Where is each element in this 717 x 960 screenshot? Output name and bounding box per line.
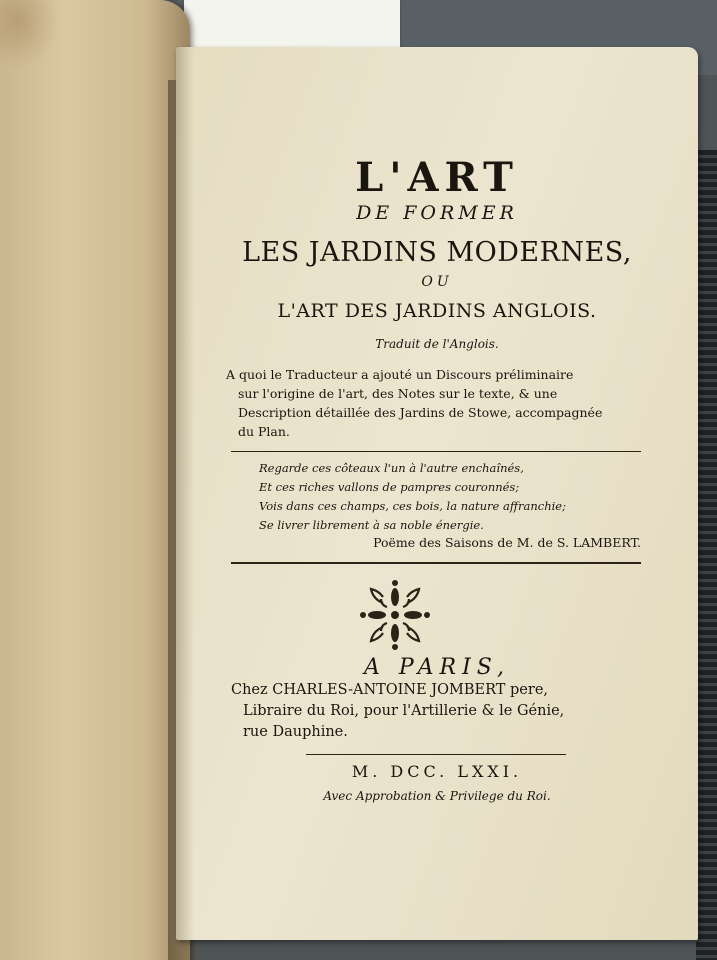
description-line: Description détaillée des Jardins de Stowe, accompagnée (238, 405, 603, 420)
divider-rule (306, 754, 566, 755)
divider-rule (231, 562, 641, 564)
title-page (176, 47, 698, 940)
epigraph-line: Se livrer librement à sa noble énergie. (259, 518, 484, 532)
book-spines (696, 150, 717, 960)
publisher-line: Chez CHARLES-ANTOINE JOMBERT pere, (231, 682, 549, 698)
epigraph-line: Et ces riches vallons de pampres couronnés; (259, 480, 520, 494)
subtitle-de-former: DE FORMER (356, 202, 518, 224)
translated-from: Traduit de l'Anglois. (375, 337, 499, 351)
epigraph-line: Regarde ces côteaux l'un à l'autre enchaînés, (259, 461, 524, 475)
epigraph-line: Vois dans ces champs, ces bois, la nature affranchie; (259, 499, 566, 513)
epigraph (259, 459, 649, 535)
fleuron-ornament-icon (357, 577, 433, 653)
left-page (0, 0, 190, 960)
description-line: A quoi le Traducteur a ajouté un Discours préliminaire (226, 367, 574, 382)
publisher-line: Libraire du Roi, pour l'Artillerie & le Génie, (243, 703, 565, 719)
description-line: du Plan. (238, 424, 290, 439)
imprint-place: A PARIS, (363, 655, 511, 680)
royal-privilege: Avec Approbation & Privilege du Roi. (323, 789, 551, 803)
alternate-title: L'ART DES JARDINS ANGLOIS. (277, 300, 597, 322)
main-title: LES JARDINS MODERNES, (242, 237, 632, 268)
publisher (231, 680, 651, 743)
stain (0, 0, 60, 70)
description-line: sur l'origine de l'art, des Notes sur le texte, & une (238, 386, 558, 401)
epigraph-attribution: Poëme des Saisons de M. de S. LAMBERT. (373, 535, 641, 550)
publisher-line: rue Dauphine. (243, 724, 348, 740)
publication-year: M. DCC. LXXI. (351, 762, 523, 781)
book-title: L'ART (355, 154, 519, 201)
divider-rule (231, 451, 641, 452)
description (226, 365, 646, 441)
conjunction-ou: OU (421, 274, 453, 290)
